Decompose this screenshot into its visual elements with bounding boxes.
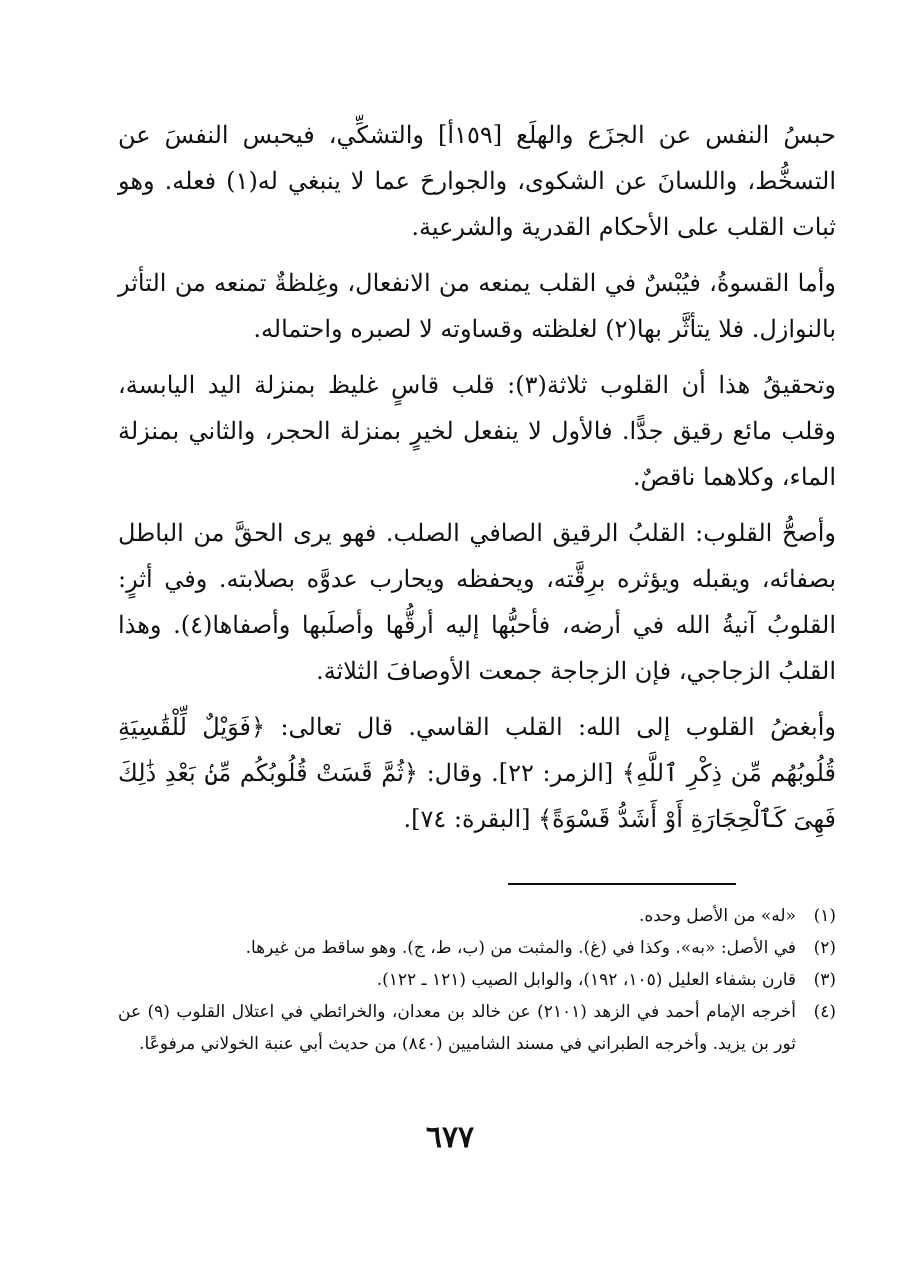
footnotes: [118, 900, 836, 1060]
paragraph-hardness: وأما القسوةُ، فيُبْسٌ في القلب يمنعه من الانفعال، وغِلظةٌ تمنعه من التأثر بالنوازل. فلا يتأثَّر بها(٢) لغلظته وقساوته لا لصبره واحتماله.: [118, 269, 836, 343]
page-number: ٦٧٧: [425, 1120, 475, 1155]
footnote-text: في الأصل: «به». وكذا في (غ). والمثبت من (ب، ط، ج). وهو ساقط من غيرها.: [245, 938, 796, 958]
footnote-text: أخرجه الإمام أحمد في الزهد (٢١٠١) عن خالد بن معدان، والخرائطي في اعتلال القلوب (٩) عن ثور بن يزيد. وأخرجه الطبراني في مسند الشاميين (٨٤٠) من حديث أبي عنبة الخولاني مرفوعًا.: [118, 1002, 796, 1054]
footnote-1: [118, 900, 836, 932]
paragraph-soundest-heart: وأصحُّ القلوب: القلبُ الرقيق الصافي الصلب. فهو يرى الحقَّ من الباطل بصفائه، ويقبله ويؤثره برِقَّته، ويحفظه ويحارب عدوَّه بصلابته. وفي أثرٍ: القلوبُ آنيةُ الله في أرضه، فأحبُّها إليه أرقُّها وأصلَبها وأصفاها(٤). وهذا القلبُ الزجاجي، فإن الزجاجة جمعت الأوصافَ الثلاثة.: [118, 519, 836, 685]
footnote-2: [118, 932, 836, 964]
footnote-3: [118, 964, 836, 996]
footnote-number: (٢): [813, 938, 836, 958]
footnote-number: (١): [813, 906, 836, 926]
main-text: [118, 112, 836, 852]
footnote-separator: [508, 883, 736, 885]
footnote-number: (٤): [813, 1002, 836, 1022]
paragraph-three-hearts: وتحقيقُ هذا أن القلوب ثلاثة(٣): قلب قاسٍ غليظ بمنزلة اليد اليابسة، وقلب مائع رقيق جدًّا. فالأول لا ينفعل لخيرٍ بمنزلة الحجر، والثاني بمنزلة الماء، وكلاهما ناقصٌ.: [118, 371, 837, 491]
footnote-text: قارن بشفاء العليل (١٠٥، ١٩٢)، والوابل الصيب (١٢١ ـ ١٢٢).: [376, 970, 796, 990]
footnote-4: [118, 996, 836, 1060]
paragraph-patience: حبسُ النفس عن الجزَع والهلَع [١٥٩أ] والتشكِّي، فيحبس النفسَ عن التسخُّط، واللسانَ عن الشكوى، والجوارحَ عما لا ينبغي له(١) فعله. وهو ثبات القلب على الأحكام القدرية والشرعية.: [118, 121, 836, 241]
footnote-number: (٣): [813, 970, 836, 990]
footnote-text: «له» من الأصل وحده.: [638, 906, 796, 926]
paragraph-most-hated-heart: وأبغضُ القلوب إلى الله: القلب القاسي. قال تعالى: ﴿فَوَيْلٌ لِّلْقَٰسِيَةِ قُلُوبُهُم مِّن ذِكْرِ ٱللَّهِ﴾ [الزمر: ٢٢]. وقال: ﴿ثُمَّ قَسَتْ قُلُوبُكُم مِّنۢ بَعْدِ ذَٰلِكَ فَهِىَ كَٱلْحِجَارَةِ أَوْ أَشَدُّ قَسْوَةً﴾ [البقرة: ٧٤].: [118, 713, 836, 833]
